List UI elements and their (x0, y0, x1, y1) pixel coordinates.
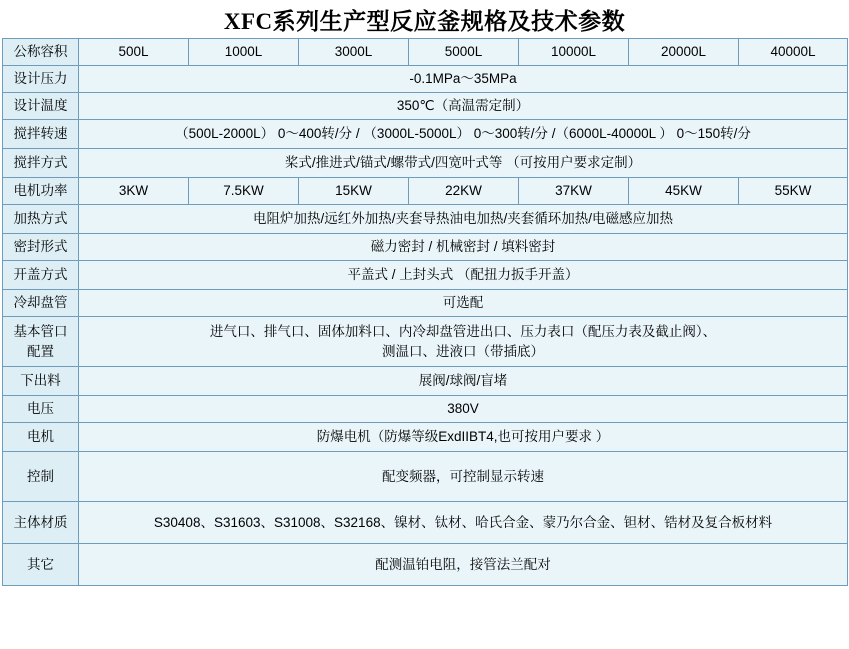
stir-speed-value: （500L-2000L） 0～400转/分 / （3000L-5000L） 0～300转/分 /（6000L-40000L ） 0～150转/分 (79, 120, 848, 149)
page-title-bar (0, 0, 849, 38)
row-label-other: 其它 (3, 544, 79, 586)
table-row-pipe-config (3, 317, 848, 367)
row-label-capacity: 公称容积 (3, 39, 79, 66)
design-temperature-value: 350℃（高温需定制） (79, 93, 848, 120)
control-value: 配变频器，可控制显示转速 (79, 452, 848, 502)
seal-value: 磁力密封 / 机械密封 / 填料密封 (79, 234, 848, 261)
table-row-discharge (3, 367, 848, 396)
stir-mode-value: 桨式/推进式/锚式/螺带式/四宽叶式等 （可按用户要求定制） (79, 149, 848, 178)
cooling-coil-value: 可选配 (79, 290, 848, 317)
pipe-config-label-line1: 基本管口 (13, 323, 68, 339)
motor-power-cell-2: 7.5KW (189, 178, 299, 205)
table-row-heating (3, 205, 848, 234)
table-row-design-pressure (3, 66, 848, 93)
capacity-cell-3: 3000L (299, 39, 409, 66)
discharge-value: 展阀/球阀/盲堵 (79, 367, 848, 396)
heating-value: 电阻炉加热/远红外加热/夹套导热油电加热/夹套循环加热/电磁感应加热 (79, 205, 848, 234)
design-pressure-value: -0.1MPa～35MPa (79, 66, 848, 93)
row-label-motor: 电机 (3, 423, 79, 452)
capacity-cell-7: 40000L (739, 39, 848, 66)
row-label-stir-mode: 搅拌方式 (3, 149, 79, 178)
pipe-config-value-line2: 测温口、进液口（带插底） (382, 343, 544, 359)
motor-power-cell-4: 22KW (409, 178, 519, 205)
motor-power-cell-5: 37KW (519, 178, 629, 205)
capacity-cell-2: 1000L (189, 39, 299, 66)
row-label-discharge: 下出料 (3, 367, 79, 396)
open-mode-value: 平盖式 / 上封头式 （配扭力扳手开盖） (79, 261, 848, 290)
row-label-pipe-config (3, 317, 79, 367)
table-row-voltage (3, 396, 848, 423)
motor-power-cell-3: 15KW (299, 178, 409, 205)
row-label-voltage: 电压 (3, 396, 79, 423)
pipe-config-value-line1: 进气口、排气口、固体加料口、内冷却盘管进出口、压力表口（配压力表及截止阀）、 (209, 323, 717, 339)
table-row-motor (3, 423, 848, 452)
capacity-cell-1: 500L (79, 39, 189, 66)
table-row-capacity (3, 39, 848, 66)
table-row-stir-mode (3, 149, 848, 178)
table-row-open-mode (3, 261, 848, 290)
row-label-open-mode: 开盖方式 (3, 261, 79, 290)
table-row-material (3, 502, 848, 544)
row-label-heating: 加热方式 (3, 205, 79, 234)
table-row-cooling-coil (3, 290, 848, 317)
table-row-design-temperature (3, 93, 848, 120)
row-label-design-temperature: 设计温度 (3, 93, 79, 120)
motor-power-cell-7: 55KW (739, 178, 848, 205)
specifications-table (2, 38, 848, 586)
table-row-seal (3, 234, 848, 261)
row-label-stir-speed: 搅拌转速 (3, 120, 79, 149)
row-label-seal: 密封形式 (3, 234, 79, 261)
table-row-other (3, 544, 848, 586)
table-row-control (3, 452, 848, 502)
row-label-control: 控制 (3, 452, 79, 502)
row-label-material: 主体材质 (3, 502, 79, 544)
material-value: S30408、S31603、S31008、S32168、镍材、钛材、哈氏合金、蒙乃尔合金、钽材、锆材及复合板材料 (79, 502, 848, 544)
other-value: 配测温铂电阻，接管法兰配对 (79, 544, 848, 586)
row-label-cooling-coil: 冷却盘管 (3, 290, 79, 317)
voltage-value: 380V (79, 396, 848, 423)
row-label-design-pressure: 设计压力 (3, 66, 79, 93)
capacity-cell-4: 5000L (409, 39, 519, 66)
table-row-motor-power (3, 178, 848, 205)
row-label-motor-power: 电机功率 (3, 178, 79, 205)
page-title: XFC系列生产型反应釜规格及技术参数 (223, 8, 626, 34)
motor-power-cell-6: 45KW (629, 178, 739, 205)
capacity-cell-5: 10000L (519, 39, 629, 66)
pipe-config-label-line2: 配置 (27, 343, 54, 359)
table-row-stir-speed (3, 120, 848, 149)
motor-power-cell-1: 3KW (79, 178, 189, 205)
pipe-config-value (79, 317, 848, 367)
motor-value: 防爆电机（防爆等级ExdIIBT4,也可按用户要求 ） (79, 423, 848, 452)
capacity-cell-6: 20000L (629, 39, 739, 66)
